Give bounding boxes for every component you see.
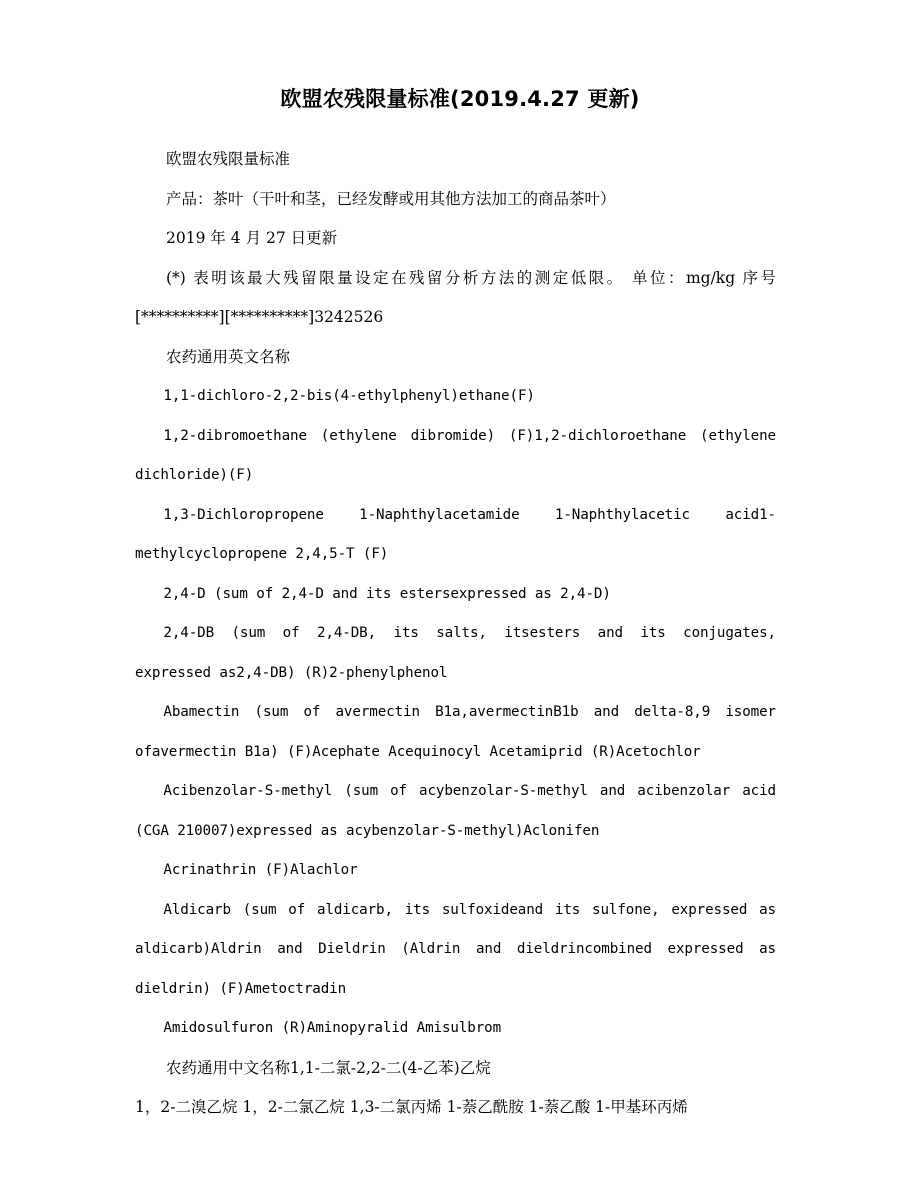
paragraph-standard-name: 欧盟农残限量标准 bbox=[166, 150, 291, 168]
paragraph-pesticide-acibenzolar: Acibenzolar-S-methyl (sum of acybenzolar-S-methyl and acibenzolar acid (CGA 210007)expressed as acybenzolar-S-methyl)Aclonifen bbox=[135, 783, 776, 839]
paragraph-pesticide-acrinathrin: Acrinathrin (F)Alachlor bbox=[163, 862, 358, 878]
paragraph-heading-english-name: 农药通用英文名称 bbox=[166, 347, 291, 366]
paragraph-update-date: 2019 年 4 月 27 日更新 bbox=[166, 229, 338, 247]
paragraph-product: 产品：茶叶（干叶和茎，已经发酵或用其他方法加工的商品茶叶） bbox=[166, 189, 616, 208]
paragraph-pesticide-ddt-analog: 1,1-dichloro-2,2-bis(4-ethylphenyl)ethane(F) bbox=[163, 388, 535, 404]
paragraph-pesticide-amidosulfuron: Amidosulfuron (R)Aminopyralid Amisulbrom bbox=[163, 1020, 502, 1036]
paragraph-pesticide-24d: 2,4-D (sum of 2,4-D and its estersexpressed as 2,4-D) bbox=[163, 585, 611, 602]
document-body bbox=[135, 140, 776, 1128]
paragraph-pesticide-aldicarb: Aldicarb (sum of aldicarb, its sulfoxideand its sulfone, expressed as aldicarb)Aldrin and Dieldrin (Aldrin and dieldrincombined expressed as dieldrin) (F)Ametoctradin bbox=[135, 901, 776, 997]
page-title: 欧盟农残限量标准(2019.4.27 更新) bbox=[280, 87, 640, 111]
paragraph-pesticide-24db: 2,4-DB (sum of 2,4-DB, its salts, itsesters and its conjugates, expressed as2,4-DB) (R)2-phenylphenol bbox=[135, 625, 776, 681]
paragraph-pesticide-abamectin: Abamectin (sum of avermectin B1a,avermectinB1b and delta-8,9 isomer ofavermectin B1a) (F)Acephate Acequinocyl Acetamiprid (R)Acetochlor bbox=[135, 704, 776, 760]
paragraph-footnote-unit: (*) 表明该最大残留限量设定在残留分析方法的测定低限。 单位：mg/kg 序号[**********][**********]3242526 bbox=[135, 268, 776, 326]
paragraph-chinese-pesticide-names: 1，2-二溴乙烷 1，2-二氯乙烷 1,3-二氯丙烯 1-萘乙酰胺 1-萘乙酸 1-甲基环丙烯 bbox=[135, 1098, 688, 1116]
paragraph-pesticide-dichloropropene: 1,3-Dichloropropene 1-Naphthylacetamide 1-Naphthylacetic acid1-methylcyclopropene 2,4,5-T (F) bbox=[135, 506, 776, 562]
paragraph-pesticide-dibromoethane: 1,2-dibromoethane (ethylene dibromide) (F)1,2-dichloroethane (ethylene dichloride)(F) bbox=[135, 427, 776, 483]
paragraph-heading-chinese-name: 农药通用中文名称1,1-二氯-2,2-二(4-乙苯)乙烷 bbox=[166, 1058, 491, 1077]
